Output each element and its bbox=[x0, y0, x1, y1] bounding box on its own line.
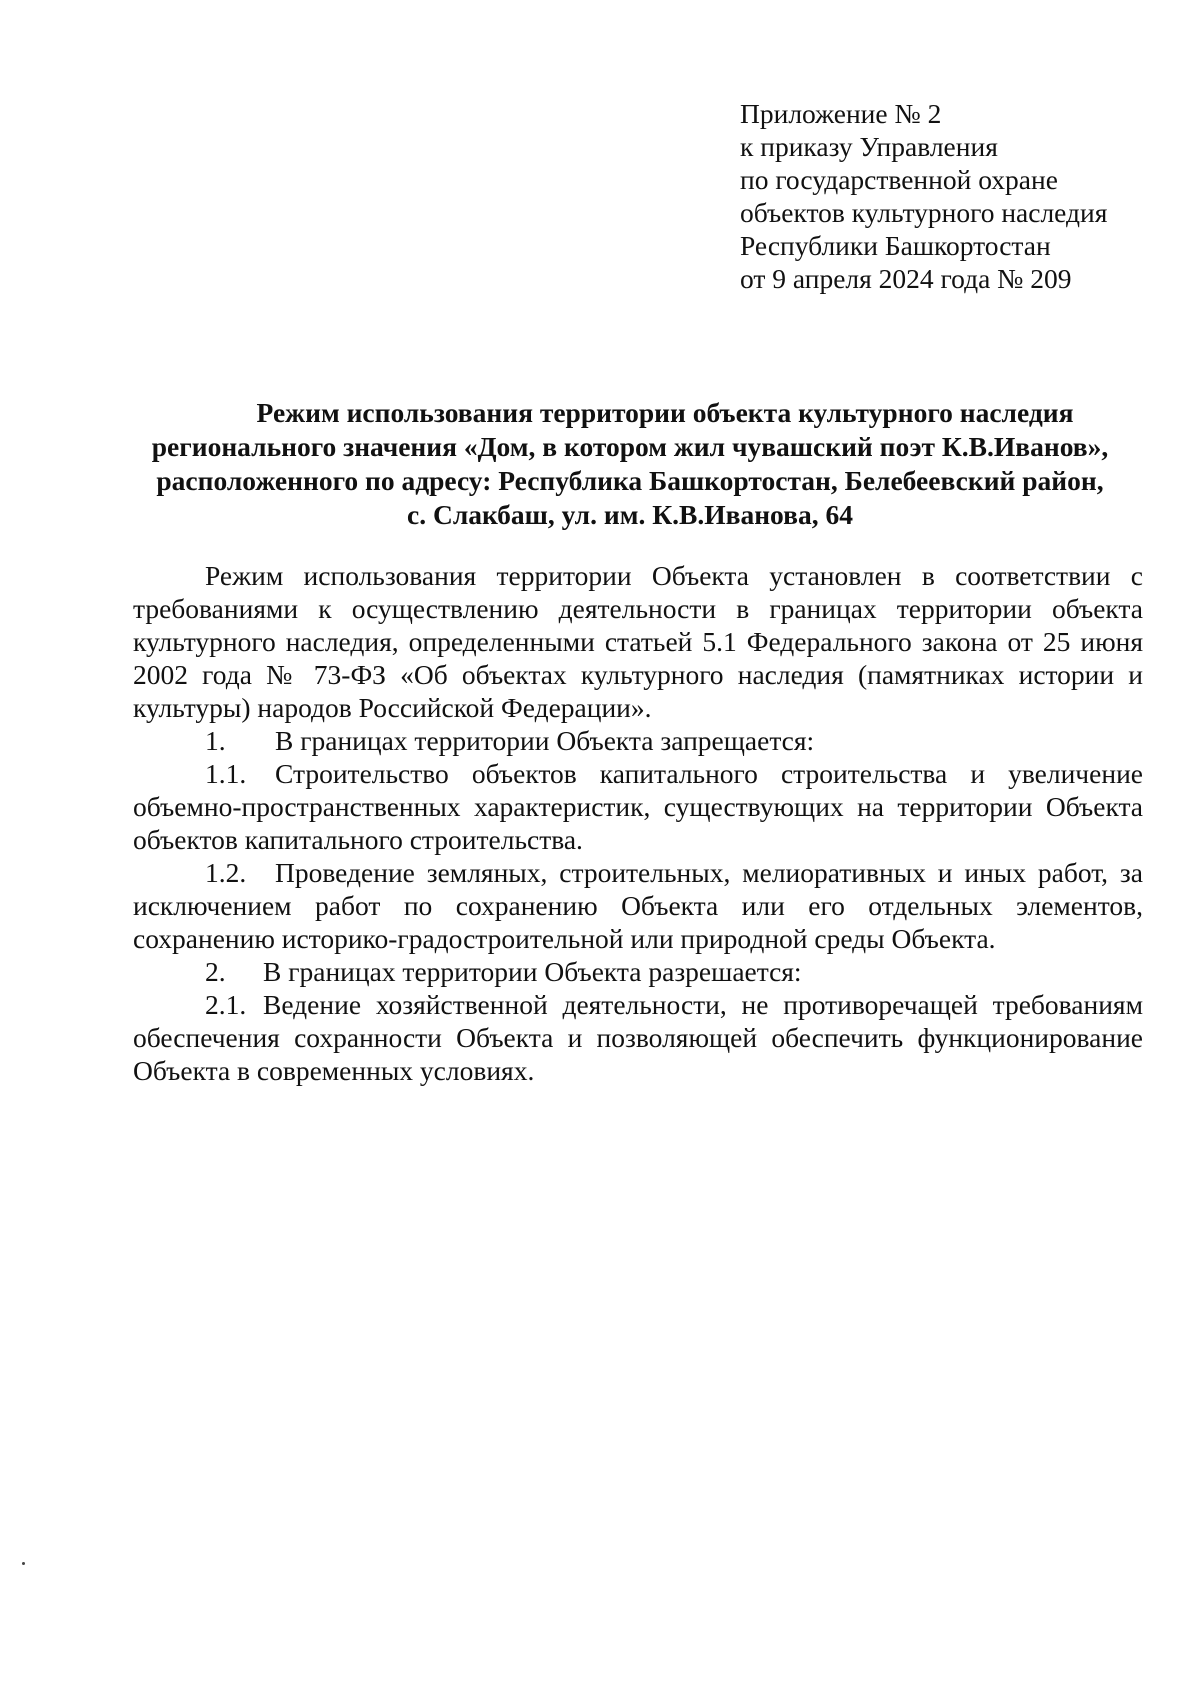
scan-speck bbox=[22, 1562, 25, 1565]
section-text: В границах территории Объекта запрещается: bbox=[275, 725, 815, 756]
item-number: 2.1. bbox=[205, 989, 247, 1020]
item-1-2 bbox=[133, 856, 1143, 955]
item-1-1 bbox=[133, 757, 1143, 856]
title-line: Режим использования территории объекта культурного наследия bbox=[256, 397, 1074, 428]
appendix-header bbox=[740, 97, 1107, 295]
document-title bbox=[130, 396, 1130, 532]
section-2 bbox=[133, 955, 1143, 988]
document-body bbox=[133, 559, 1143, 1087]
appendix-line: объектов культурного наследия bbox=[740, 197, 1108, 228]
intro-paragraph: Режим использования территории Объекта установлен в соответствии с требованиями к осуществлению деятельности в границах территории объекта культурного наследия, определенными статьей 5.1 Федерального закона от 25 июня 2002 года № 73-ФЗ «Об объектах культурного наследия (памятниках истории и культуры) народов Российской Федерации». bbox=[133, 560, 1143, 723]
section-text: В границах территории Объекта разрешается: bbox=[263, 956, 802, 987]
section-number: 1. bbox=[205, 725, 226, 756]
section-1 bbox=[133, 724, 1143, 757]
appendix-line: от 9 апреля 2024 года № 209 bbox=[740, 263, 1072, 294]
item-text: Ведение хозяйственной деятельности, не противоречащей требованиям обеспечения сохранности Объекта и позволяющей обеспечить функционирование Объекта в современных условиях. bbox=[133, 989, 1143, 1086]
item-number: 1.2. bbox=[205, 857, 247, 888]
appendix-line: к приказу Управления bbox=[740, 131, 998, 162]
appendix-line: Республики Башкортостан bbox=[740, 230, 1051, 261]
appendix-line: по государственной охране bbox=[740, 164, 1058, 195]
item-number: 1.1. bbox=[205, 758, 247, 789]
title-line: с. Слакбаш, ул. им. К.В.Иванова, 64 bbox=[407, 499, 853, 530]
title-line: расположенного по адресу: Республика Башкортостан, Белебеевский район, bbox=[156, 465, 1104, 496]
appendix-line: Приложение № 2 bbox=[740, 98, 942, 129]
item-text: Строительство объектов капитального строительства и увеличение объемно-пространственных характеристик, существующих на территории Объекта объектов капитального строительства. bbox=[133, 758, 1143, 855]
item-2-1 bbox=[133, 988, 1143, 1087]
title-line: регионального значения «Дом, в котором жил чувашский поэт К.В.Иванов», bbox=[151, 431, 1109, 462]
section-number: 2. bbox=[205, 956, 226, 987]
item-text: Проведение земляных, строительных, мелиоративных и иных работ, за исключением работ по сохранению Объекта или его отдельных элементов, сохранению историко-градостроительной или природной среды Объекта. bbox=[133, 857, 1143, 954]
